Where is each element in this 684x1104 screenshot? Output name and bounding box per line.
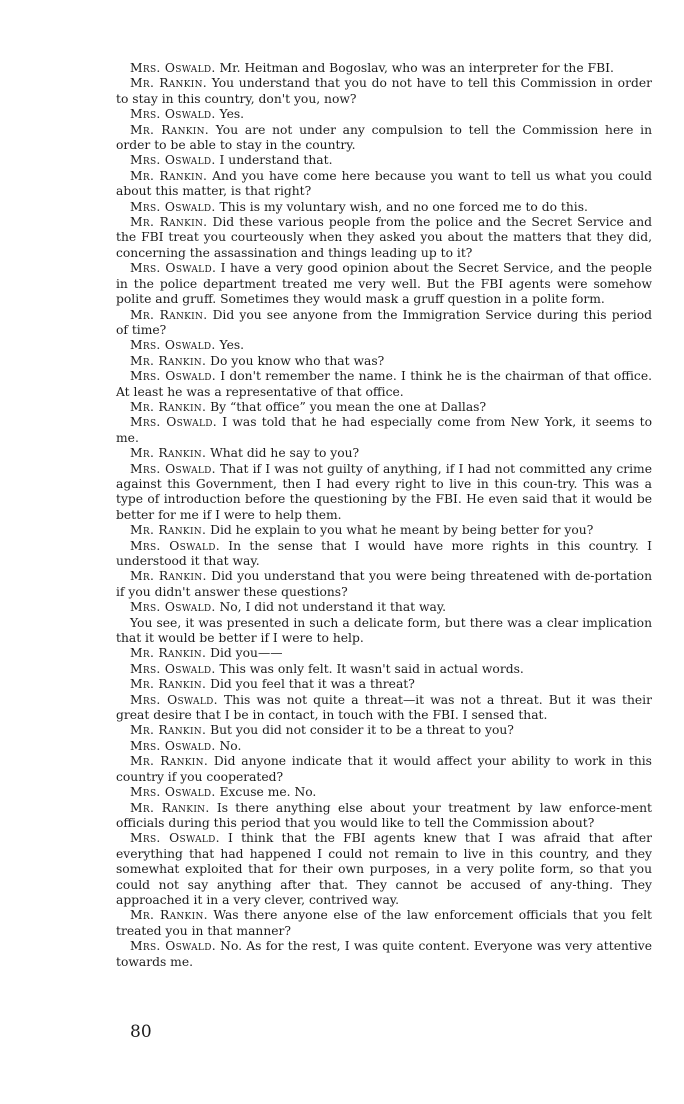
- speaker-name: Mr. Rankin.: [130, 446, 207, 461]
- speech-text: Did you see anyone from the Immigration Service during this period of time?: [116, 307, 652, 337]
- speech-text: This was only felt. It wasn't said in actual words.: [215, 661, 524, 676]
- speaker-name: Mr. Rankin.: [130, 215, 208, 230]
- speech-text: Did anyone indicate that it would affect your ability to work in this country if you cooperated?: [116, 754, 652, 784]
- speaker-name: Mrs. Oswald.: [130, 661, 216, 676]
- speech-text: No, I did not understand it that way.: [215, 600, 447, 615]
- speech-text: Did you feel that it was a threat?: [206, 677, 415, 692]
- transcript-paragraph: [116, 723, 652, 738]
- transcript-paragraph: [116, 539, 652, 570]
- transcript-paragraph: [116, 153, 652, 168]
- transcript-paragraph: [116, 400, 652, 415]
- transcript-paragraph: [116, 415, 652, 446]
- transcript-paragraph: [116, 169, 652, 200]
- transcript-paragraph: [116, 600, 652, 615]
- speaker-name: Mrs. Oswald.: [130, 107, 216, 122]
- speaker-name: Mrs. Oswald.: [130, 338, 216, 353]
- transcript-paragraph: [116, 785, 652, 800]
- transcript-paragraph: [116, 354, 652, 369]
- speech-text: Did he explain to you what he meant by being better for you?: [206, 523, 594, 538]
- speaker-name: Mrs. Oswald.: [130, 199, 216, 214]
- speech-text: You see, it was presented in such a delicate form, but there was a clear implication that it would be better if I were to help.: [116, 615, 652, 646]
- speech-text: In the sense that I would have more rights in this country. I understood it that way.: [116, 538, 652, 568]
- transcript-paragraph: [116, 61, 652, 76]
- speaker-name: Mr. Rankin.: [130, 754, 209, 769]
- speech-text: Yes.: [215, 338, 245, 353]
- transcript-paragraph: [116, 462, 652, 524]
- speaker-name: Mrs. Oswald.: [130, 600, 216, 615]
- speech-text: I have a very good opinion about the Secret Service, and the people in the police department treated me very well. But the FBI agents were somehow polite and gruff. Sometimes they would mask a gruff question in a polite form.: [116, 261, 652, 307]
- speech-text: Do you know who that was?: [206, 353, 385, 368]
- speaker-name: Mr. Rankin.: [130, 353, 207, 368]
- speaker-name: Mr. Rankin.: [130, 908, 208, 923]
- transcript-paragraph: [116, 939, 652, 970]
- speech-text: I think that the FBI agents knew that I was afraid that after everything that had happened I could not remain to live in this country, and they somewhat exploited that for their own purposes, in a very polite form, so that you could not say anything after that. They cannot be accused of any-thing. They approached it in a very clever, contrived way.: [116, 831, 652, 907]
- speaker-name: Mrs. Oswald.: [130, 785, 216, 800]
- speaker-name: Mrs. Oswald.: [130, 61, 216, 75]
- speech-text: But you did not consider it to be a threat to you?: [206, 723, 514, 738]
- speech-text: No.: [215, 738, 242, 753]
- speech-text: Excuse me. No.: [215, 785, 317, 800]
- speaker-name: Mr. Rankin.: [130, 677, 207, 692]
- speech-text: What did he say to you?: [206, 446, 360, 461]
- transcript-paragraph: [116, 616, 652, 647]
- speaker-name: Mr. Rankin.: [130, 523, 207, 538]
- speaker-name: Mrs. Oswald.: [130, 538, 220, 553]
- speech-text: I was told that he had especially come from New York, it seems to me.: [116, 415, 652, 445]
- speaker-name: Mrs. Oswald.: [130, 692, 218, 707]
- speaker-name: Mrs. Oswald.: [130, 369, 216, 384]
- transcript-page: [116, 61, 652, 970]
- transcript-paragraph: [116, 523, 652, 538]
- transcript-paragraph: [116, 308, 652, 339]
- speaker-name: Mr. Rankin.: [130, 307, 208, 322]
- transcript-paragraph: [116, 754, 652, 785]
- transcript-paragraph: [116, 200, 652, 215]
- transcript-paragraph: [116, 831, 652, 908]
- speech-text: Did you understand that you were being threatened with de-portation if you didn't answer these questions?: [116, 569, 652, 599]
- transcript-paragraph: [116, 801, 652, 832]
- transcript-paragraph: [116, 569, 652, 600]
- speech-text: This was not quite a threat—it was not a threat. But it was their great desire that I be in contact, in touch with the FBI. I sensed that.: [116, 692, 652, 723]
- speaker-name: Mr. Rankin.: [130, 168, 208, 183]
- speech-text: Did you——: [206, 646, 283, 661]
- speaker-name: Mrs. Oswald.: [130, 153, 216, 168]
- speaker-name: Mr. Rankin.: [130, 399, 207, 414]
- speech-text: Did these various people from the police and the Secret Service and the FBI treat you courteously when they asked you about the matters that they did, concerning the assassination and things leading up to it?: [116, 215, 652, 260]
- speaker-name: Mrs. Oswald.: [130, 261, 217, 276]
- speech-text: Was there anyone else of the law enforcement officials that you felt treated you in that manner?: [116, 908, 652, 938]
- transcript-paragraph: [116, 677, 652, 692]
- transcript-paragraph: [116, 662, 652, 677]
- speech-text: And you have come here because you want to tell us what you could about this matter, is that right?: [116, 168, 652, 199]
- transcript-paragraph: [116, 261, 652, 307]
- transcript-paragraph: [116, 215, 652, 261]
- speaker-name: Mr. Rankin.: [130, 569, 207, 584]
- transcript-paragraph: [116, 739, 652, 754]
- transcript-paragraph: [116, 76, 652, 107]
- speech-text: No. As for the rest, I was quite content. Everyone was very attentive towards me.: [116, 939, 652, 969]
- speaker-name: Mrs. Oswald.: [130, 461, 216, 476]
- speech-text: I understand that.: [215, 153, 333, 168]
- transcript-paragraph: [116, 908, 652, 939]
- transcript-paragraph: [116, 123, 652, 154]
- speaker-name: Mr. Rankin.: [130, 646, 207, 661]
- speech-text: Yes.: [215, 107, 245, 122]
- transcript-body: [116, 61, 652, 970]
- speaker-name: Mrs. Oswald.: [130, 738, 216, 753]
- speaker-name: Mrs. Oswald.: [130, 939, 216, 954]
- speaker-name: Mr. Rankin.: [130, 800, 210, 815]
- speaker-name: Mr. Rankin.: [130, 122, 210, 137]
- speaker-name: Mrs. Oswald.: [130, 415, 217, 430]
- speech-text: By “that office” you mean the one at Dallas?: [206, 399, 487, 414]
- transcript-paragraph: [116, 446, 652, 461]
- speaker-name: Mr. Rankin.: [130, 723, 207, 738]
- transcript-paragraph: [116, 338, 652, 353]
- speaker-name: Mr. Rankin.: [130, 76, 207, 91]
- speech-text: You are not under any compulsion to tell the Commission here in order to be able to stay in the country.: [116, 122, 652, 153]
- speech-text: You understand that you do not have to tell this Commission in order to stay in this country, don't you, now?: [116, 76, 652, 106]
- speech-text: Is there anything else about your treatment by law enforce-ment officials during this period that you would like to tell the Commission about?: [116, 800, 652, 830]
- speech-text: That if I was not guilty of anything, if I had not committed any crime against this Government, then I had every right to live in this coun-try. This was a type of introduction before the questioning by the FBI. He even said that it would be better for me if I were to help them.: [116, 461, 652, 522]
- transcript-paragraph: [116, 646, 652, 661]
- speech-text: This is my voluntary wish, and no one forced me to do this.: [215, 199, 588, 214]
- transcript-paragraph: [116, 107, 652, 122]
- transcript-paragraph: [116, 693, 652, 724]
- transcript-paragraph: [116, 369, 652, 400]
- speaker-name: Mrs. Oswald.: [130, 831, 220, 846]
- page-number: 80: [130, 1022, 152, 1042]
- speech-text: Mr. Heitman and Bogoslav, who was an interpreter for the FBI.: [215, 61, 614, 75]
- speech-text: I don't remember the name. I think he is the chairman of that office. At least he was a representative of that office.: [116, 369, 653, 399]
